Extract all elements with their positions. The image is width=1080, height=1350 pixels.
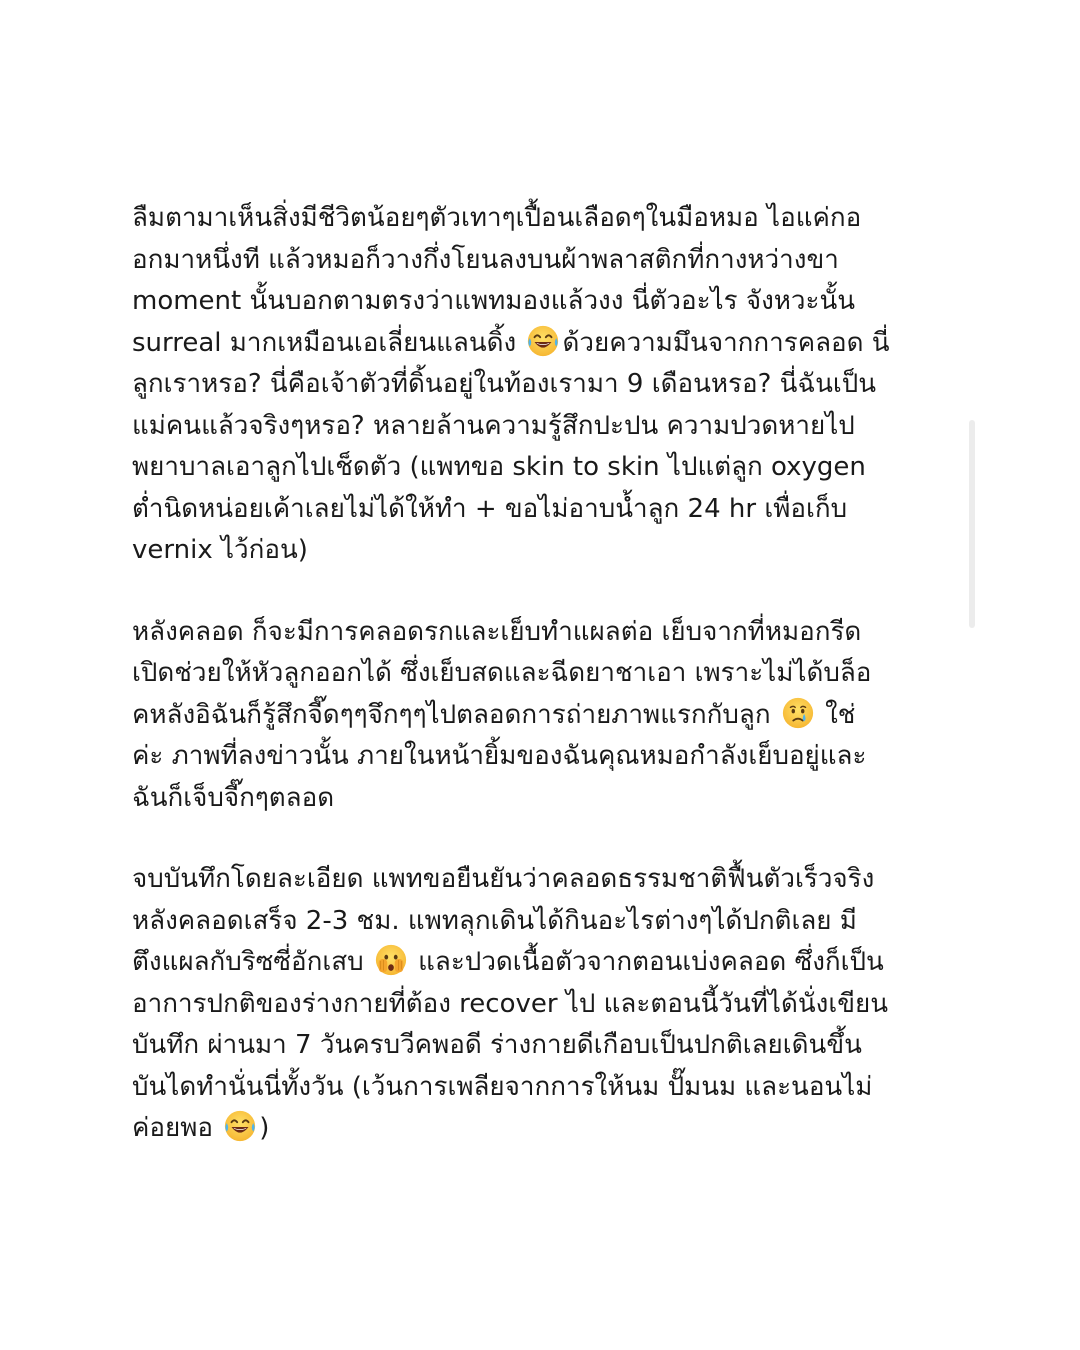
text-line: moment นั้นบอกตามตรงว่าแพทมองแล้วงง นี่ตัวอะไร จังหวะนั้น: [132, 286, 856, 316]
paragraph-3: [132, 859, 962, 1150]
text-line: หลังคลอดเสร็จ 2-3 ชม. แพทลุกเดินได้กินอะไรต่างๆได้ปกติเลย มี: [132, 905, 857, 936]
text-line: [132, 942, 962, 984]
text-line: [132, 323, 962, 365]
note-body: [132, 198, 962, 1190]
text-segment: ): [259, 1113, 270, 1143]
text-line: บันไดทำนั่นนี่ทั้งวัน (เว้นการเพลียจากการให้นม ปั๊มนม และนอนไม่: [132, 1071, 873, 1102]
text-line: พยาบาลเอาลูกไปเช็ดตัว (แพทขอ skin to skin ไปแต่ลูก oxygen: [132, 452, 866, 482]
text-segment: คหลังอิฉันก็รู้สึกจี๊ดๆๆจึกๆๆไปตลอดการถ่ายภาพแรกกับลูก: [132, 699, 779, 730]
face-with-peeking-eye-icon: [374, 943, 408, 977]
text-line: เปิดช่วยให้หัวลูกออกได้ ซึ่งเย็บสดและฉีดยาชาเอา เพราะไม่ได้บล็อ: [132, 658, 872, 688]
text-line: จบบันทึกโดยละเอียด แพทขอยืนยันว่าคลอดธรรมชาติฟื้นตัวเร็วจริง: [132, 864, 875, 894]
text-line: บันทึก ผ่านมา 7 วันครบวีคพอดี ร่างกายดีเกือบเป็นปกติเลยเดินขึ้น: [132, 1030, 862, 1060]
text-line: ลูกเราหรอ? นี่คือเจ้าตัวที่ดิ้นอยู่ในท้องเรามา 9 เดือนหรอ? นี่ฉันเป็น: [132, 369, 877, 399]
text-line: ต่ำนิดหน่อยเค้าเลยไม่ได้ให้ทำ + ขอไม่อาบน้ำลูก 24 hr เพื่อเก็บ: [132, 493, 848, 524]
text-segment: และปวดเนื้อตัวจากตอนเบ่งคลอด ซึ่งก็เป็น: [409, 947, 884, 977]
text-line: ค่ะ ภาพที่ลงข่าวนั้น ภายในหน้ายิ้มของฉันคุณหมอกำลังเย็บอยู่และ: [132, 741, 867, 771]
text-line: หลังคลอด ก็จะมีการคลอดรกและเย็บทำแผลต่อ เย็บจากที่หมอกรีด: [132, 616, 862, 647]
text-segment: ตึงแผลกับริซซี่อักเสบ: [132, 947, 372, 977]
text-line: อกมาหนึ่งที แล้วหมอก็วางกึ่งโยนลงบนผ้าพลาสติกที่กางหว่างขา: [132, 244, 839, 275]
scroll-indicator[interactable]: [969, 420, 975, 628]
paragraph-1: [132, 198, 962, 572]
text-segment: ค่อยพอ: [132, 1113, 222, 1143]
text-line: แม่คนแล้วจริงๆหรอ? หลายล้านความรู้สึกปะปน ความปวดหายไป: [132, 410, 855, 441]
text-line: vernix ไว้ก่อน): [132, 535, 308, 565]
text-segment: ใช่: [816, 699, 856, 730]
text-segment: surreal มากเหมือนเอเลี่ยนแลนดิ้ง: [132, 327, 525, 358]
text-line: [132, 1108, 962, 1150]
text-line: [132, 695, 962, 737]
text-segment: ด้วยความมึนจากการคลอด นี่: [562, 327, 890, 358]
paragraph-2: [132, 612, 962, 820]
face-with-tears-of-joy-icon: [223, 1109, 257, 1143]
face-with-tears-of-joy-icon: [526, 324, 560, 358]
text-line: ลืมตามาเห็นสิ่งมีชีวิตน้อยๆตัวเทาๆเปื้อนเลือดๆในมือหมอ ไอแค่กอ: [132, 203, 862, 233]
text-line: ฉันก็เจ็บจี๊กๆตลอด: [132, 782, 335, 813]
text-line: อาการปกติของร่างกายที่ต้อง recover ไป และตอนนี้วันที่ได้นั่งเขียน: [132, 988, 888, 1019]
crying-face-icon: [781, 696, 815, 730]
